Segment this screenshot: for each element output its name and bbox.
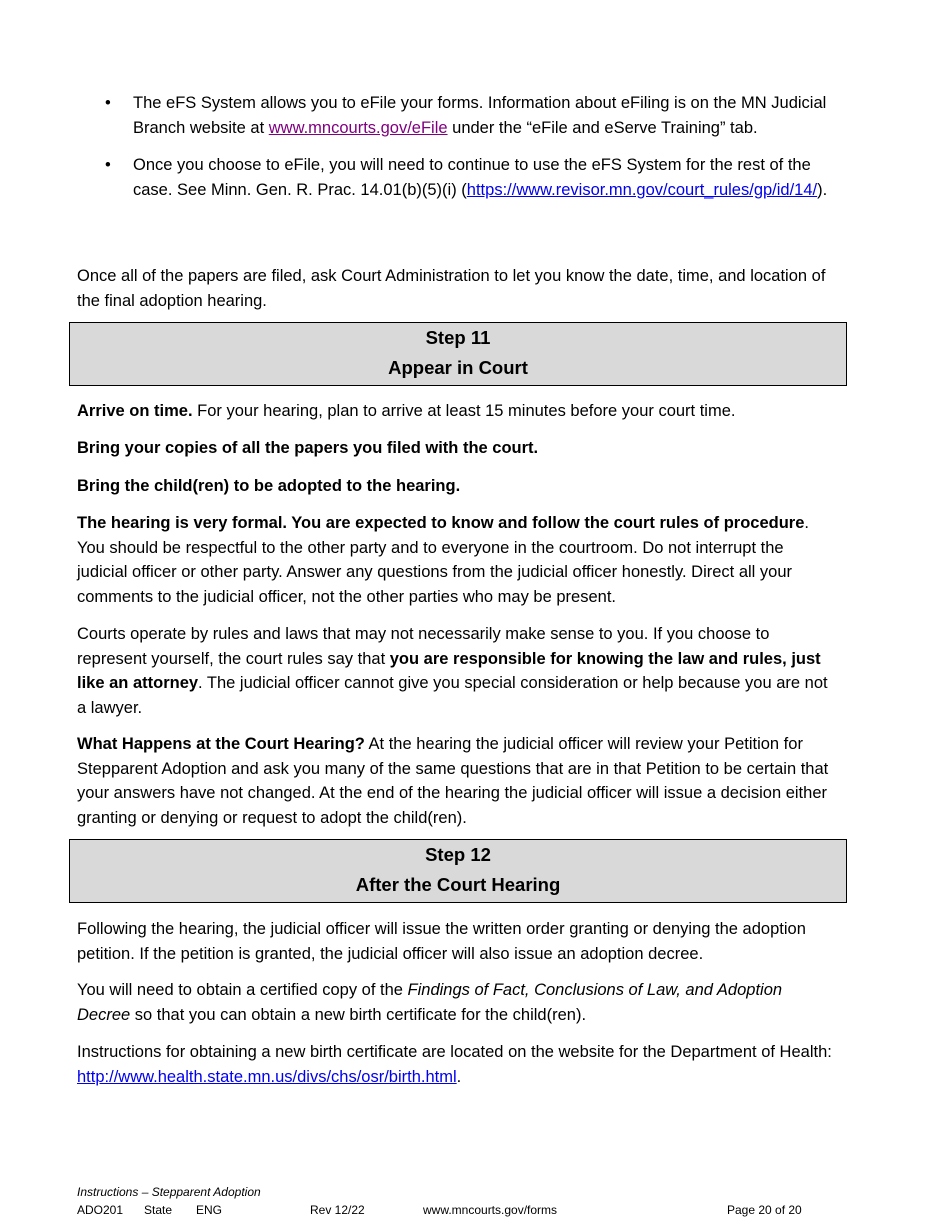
footer-form-code: ADO201 bbox=[77, 1203, 124, 1217]
court-rules-paragraph: Courts operate by rules and laws that may not necessarily make sense to you. If you choose to represent yourself, the court rules say that you are responsible for knowing the law and rules, just like an attorney. The judicial officer cannot give you special consideration or help because you are not a lawyer. bbox=[77, 625, 828, 717]
bring-copies-paragraph: Bring your copies of all the papers you filed with the court. bbox=[77, 439, 539, 457]
birth-certificate-paragraph: Instructions for obtaining a new birth certificate are located on the website for the Department of Health: http://www.health.state.mn.us/divs/chs/osr/birth.html. bbox=[77, 1043, 832, 1086]
step-11-title: Appear in Court bbox=[388, 357, 528, 378]
efile-bullet-list bbox=[77, 91, 847, 202]
bring-children-paragraph: Bring the child(ren) to be adopted to the hearing. bbox=[77, 477, 461, 495]
bullet-icon: • bbox=[105, 94, 111, 112]
following-hearing-paragraph: Following the hearing, the judicial officer will issue the written order granting or denying the adoption petition. If the petition is granted, the judicial officer will also issue an adoption decree. bbox=[77, 920, 806, 963]
footer-jurisdiction: State bbox=[144, 1203, 173, 1217]
step-11-heading bbox=[69, 322, 847, 386]
step-12-heading bbox=[69, 839, 847, 903]
birth-certificate-link[interactable]: http://www.health.state.mn.us/divs/chs/osr/birth.html bbox=[77, 1067, 457, 1086]
formal-hearing-paragraph: The hearing is very formal. You are expected to know and follow the court rules of procedure. You should be respectful to the other party and to everyone in the courtroom. Do not interrupt the judicial officer or other party. Answer any questions from the judicial officer honestly. Direct all your comments to the judicial officer, not the other parties who may be present. bbox=[77, 514, 809, 606]
footer-revision: Rev 12/22 bbox=[310, 1203, 365, 1217]
footer-title: Instructions – Stepparent Adoption bbox=[77, 1185, 261, 1199]
footer-language: ENG bbox=[196, 1203, 223, 1217]
efile-link[interactable]: www.mncourts.gov/eFile bbox=[268, 118, 448, 137]
final-hearing-paragraph: Once all of the papers are filed, ask Court Administration to let you know the date, time, and location of the final adoption hearing. bbox=[77, 267, 826, 310]
step-11-number: Step 11 bbox=[425, 327, 491, 348]
arrive-on-time-paragraph: Arrive on time. For your hearing, plan to arrive at least 15 minutes before your court time. bbox=[77, 402, 736, 420]
footer-info-row bbox=[77, 1202, 837, 1218]
footer-website: www.mncourts.gov/forms bbox=[423, 1203, 558, 1217]
bullet-icon: • bbox=[105, 156, 111, 174]
step-12-title: After the Court Hearing bbox=[355, 874, 561, 895]
revisor-rules-link[interactable]: https://www.revisor.mn.gov/court_rules/gp/id/14/ bbox=[466, 180, 818, 199]
certified-copy-paragraph: You will need to obtain a certified copy of the Findings of Fact, Conclusions of Law, and Adoption Decree so that you can obtain a new birth certificate for the child(ren). bbox=[77, 981, 783, 1024]
what-happens-paragraph: What Happens at the Court Hearing? At the hearing the judicial officer will review your Petition for Stepparent Adoption and ask you many of the same questions that are in that Petition to be certain that your answers have not changed. At the end of the hearing the judicial officer will issue a decision either granting or denying or request to adopt the child(ren). bbox=[77, 735, 829, 827]
bullet-item-efs-system: • The eFS System allows you to eFile your forms. Information about eFiling is on the MN Judicial Branch website at www.mncourts.gov/eFile under the “eFile and eServe Training” tab. bbox=[77, 91, 847, 140]
step-12-number: Step 12 bbox=[425, 844, 491, 865]
bullet-item-continue-efs: • Once you choose to eFile, you will need to continue to use the eFS System for the rest of the case. See Minn. Gen. R. Prac. 14.01(b)(5)(i) (https://www.revisor.mn.gov/court_rules/gp/id/14/). bbox=[77, 153, 847, 202]
footer-page-number: Page 20 of 20 bbox=[727, 1203, 802, 1217]
